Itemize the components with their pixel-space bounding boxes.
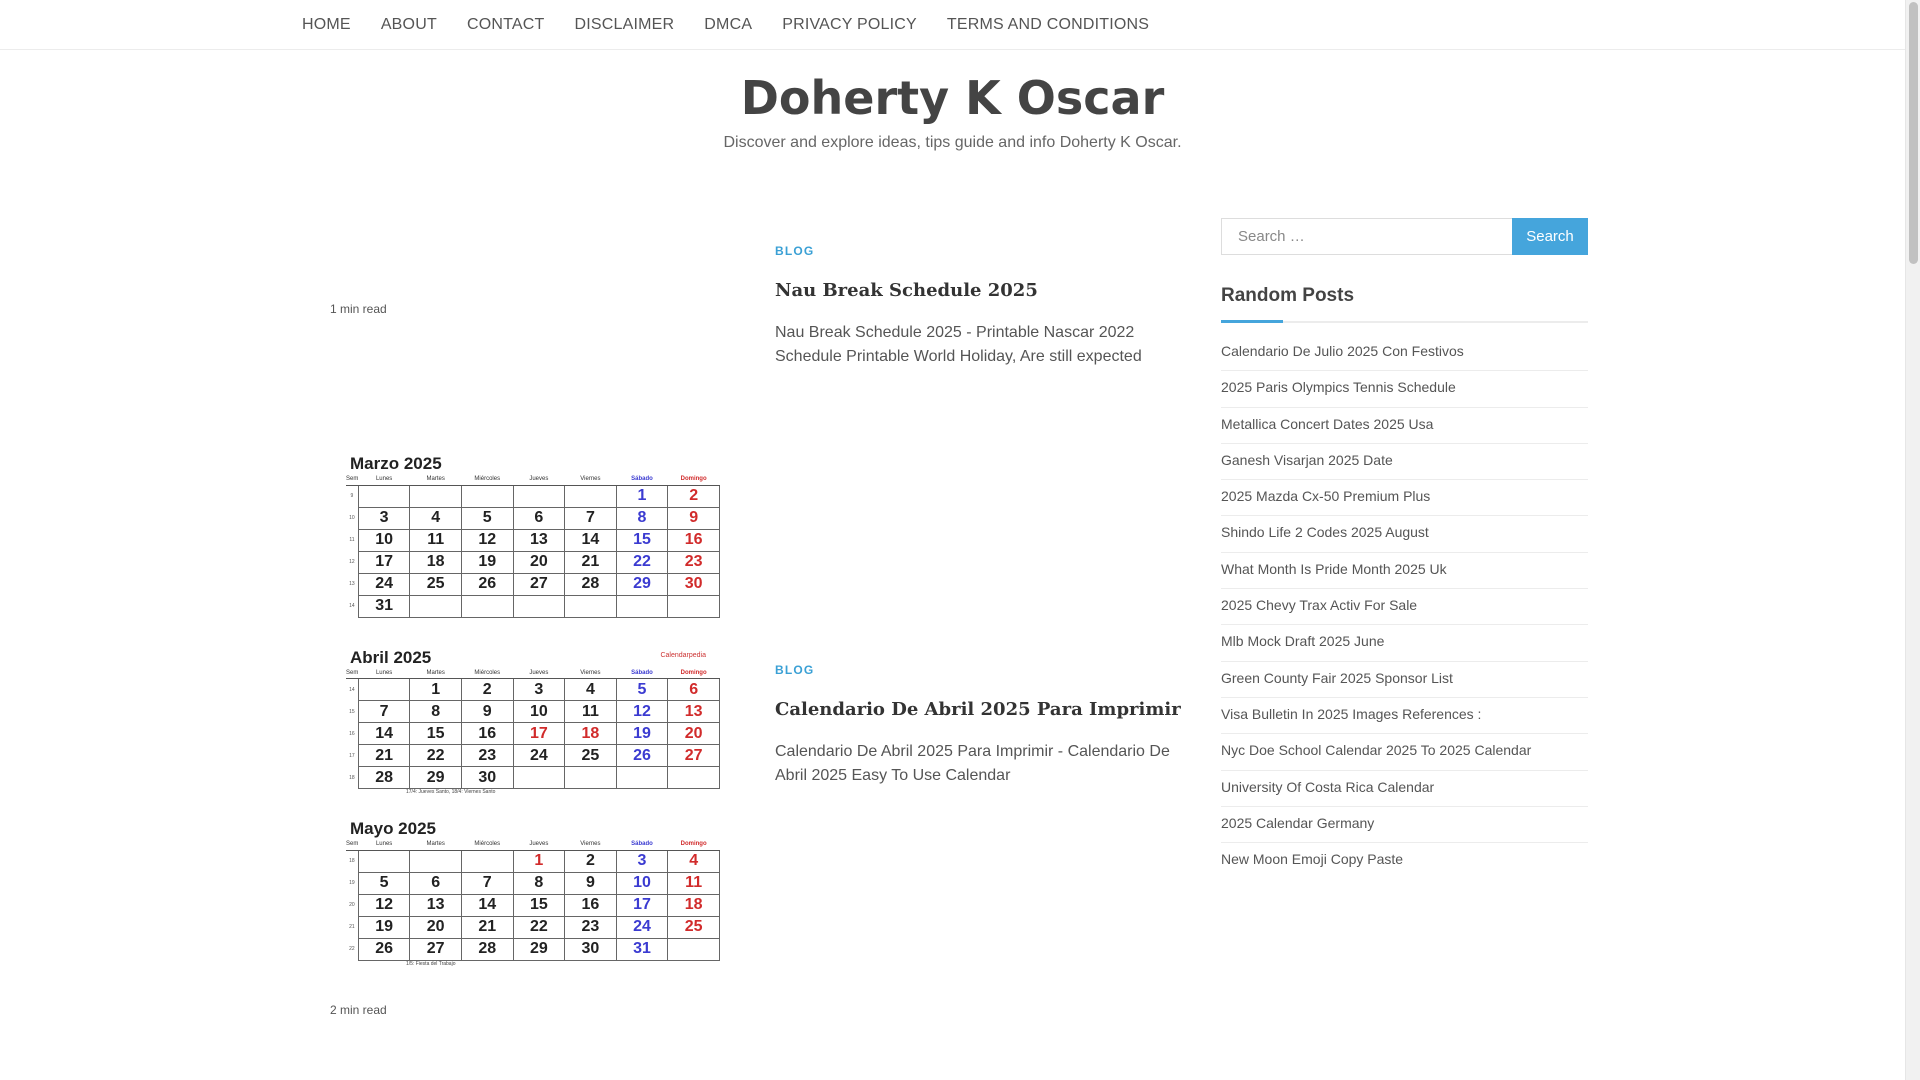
random-posts-list (1221, 335, 1588, 879)
week-number: 14 (346, 679, 358, 701)
calendar-day (358, 679, 410, 701)
calendar-month-title: Mayo 2025 (350, 819, 436, 838)
calendar-day (668, 767, 720, 789)
random-post-link[interactable]: Metallica Concert Dates 2025 Usa (1221, 408, 1588, 444)
site-header (0, 60, 1905, 152)
calendar-day: 13 (513, 529, 565, 551)
calendar-month (336, 454, 720, 626)
weekday-header: Lunes (358, 474, 410, 485)
calendar-day (668, 595, 720, 617)
weekday-header: Domingo (668, 474, 720, 485)
random-post-link[interactable]: Ganesh Visarjan 2025 Date (1221, 444, 1588, 480)
nav-home[interactable]: HOME (302, 16, 351, 33)
calendar-day: 14 (461, 894, 513, 916)
calendar-day: 18 (668, 894, 720, 916)
calendar-day: 11 (668, 872, 720, 894)
post-excerpt: Nau Break Schedule 2025 - Printable Nascar 2022 Schedule Printable World Holiday, Are still expected (775, 324, 1142, 365)
week-number: 11 (346, 529, 358, 551)
nav-privacy-policy[interactable]: PRIVACY POLICY (782, 16, 917, 33)
calendar-day: 10 (616, 872, 668, 894)
calendar-day: 10 (513, 701, 565, 723)
calendar-day: 29 (410, 767, 462, 789)
weekday-header: Jueves (513, 839, 565, 850)
calendar-day: 14 (565, 529, 617, 551)
calendar-day: 30 (461, 767, 513, 789)
calendar-day: 5 (358, 872, 410, 894)
calendar-brand-logo: Calendarpedia (660, 651, 706, 659)
calendar-day: 24 (513, 745, 565, 767)
weekday-header: Lunes (358, 668, 410, 679)
calendar-day: 5 (461, 507, 513, 529)
calendar-day: 16 (668, 529, 720, 551)
random-post-link[interactable]: Visa Bulletin In 2025 Images References : (1221, 698, 1588, 734)
weekday-header: Miércoles (461, 668, 513, 679)
weekday-header: Domingo (668, 668, 720, 679)
calendar-day: 26 (358, 938, 410, 960)
search-form (1221, 218, 1588, 255)
calendar-day (565, 485, 617, 507)
calendar-day: 10 (358, 529, 410, 551)
weekday-header: Viernes (565, 668, 617, 679)
calendar-day: 27 (513, 573, 565, 595)
calendar-day: 4 (565, 679, 617, 701)
calendar-day: 9 (461, 701, 513, 723)
calendar-day (461, 850, 513, 872)
calendar-day: 28 (461, 938, 513, 960)
calendar-day: 24 (358, 573, 410, 595)
week-number: 15 (346, 701, 358, 723)
post-body (775, 450, 1195, 788)
post-title[interactable]: Calendario De Abril 2025 Para Imprimir (775, 699, 1181, 720)
calendar-day: 17 (513, 723, 565, 745)
calendar-day: 25 (668, 916, 720, 938)
post-category[interactable]: BLOG (775, 663, 815, 677)
nav-about[interactable]: ABOUT (380, 16, 437, 33)
calendar-day: 27 (410, 938, 462, 960)
calendar-holiday-note: 1/5: Fiesta del Trabajo (406, 960, 456, 967)
random-post-link[interactable]: 2025 Calendar Germany (1221, 807, 1588, 843)
post-card (322, 218, 1182, 418)
calendar-day: 20 (668, 723, 720, 745)
calendar-day: 8 (513, 872, 565, 894)
random-post-link[interactable]: Nyc Doe School Calendar 2025 To 2025 Calendar (1221, 734, 1588, 770)
calendar-day: 17 (358, 551, 410, 573)
weekday-header: Lunes (358, 839, 410, 850)
calendar-day (410, 850, 462, 872)
weekday-header: Martes (410, 839, 462, 850)
nav-dmca[interactable]: DMCA (704, 16, 753, 33)
calendar-day: 1 (513, 850, 565, 872)
calendar-day: 28 (358, 767, 410, 789)
sidebar (1221, 218, 1588, 879)
weekday-header: Martes (410, 668, 462, 679)
calendar-day: 21 (461, 916, 513, 938)
scrollbar-thumb[interactable] (1909, 2, 1918, 264)
calendar-day: 26 (461, 573, 513, 595)
calendar-day: 23 (565, 916, 617, 938)
calendar-day: 18 (410, 551, 462, 573)
calendar-day: 27 (668, 745, 720, 767)
nav-menu (302, 0, 1179, 50)
post-category[interactable]: BLOG (775, 244, 815, 258)
calendar-day (461, 595, 513, 617)
calendar-day (358, 485, 410, 507)
random-post-link[interactable]: New Moon Emoji Copy Paste (1221, 851, 1404, 868)
calendar-day: 2 (565, 850, 617, 872)
calendar-day: 12 (461, 529, 513, 551)
search-button[interactable]: Search (1512, 218, 1588, 255)
weekday-header: Miércoles (461, 474, 513, 485)
calendar-day (410, 485, 462, 507)
calendar-day: 6 (513, 507, 565, 529)
calendar-day: 15 (513, 894, 565, 916)
calendar-day: 22 (616, 551, 668, 573)
widget-accent-bar (1221, 320, 1283, 323)
weekday-header: Jueves (513, 474, 565, 485)
calendar-holiday-note: 17/4: Jueves Santo, 18/4: Viernes Santo (406, 789, 496, 795)
calendar-day (668, 938, 720, 960)
page-scrollbar[interactable] (1905, 0, 1920, 1080)
week-number: 18 (346, 850, 358, 872)
week-number: 18 (346, 767, 358, 789)
calendar-day: 19 (616, 723, 668, 745)
calendar-day: 21 (565, 551, 617, 573)
calendar-day: 4 (668, 850, 720, 872)
calendar-day: 11 (565, 701, 617, 723)
calendar-day: 12 (616, 701, 668, 723)
calendar-day: 12 (358, 894, 410, 916)
calendar-day: 19 (358, 916, 410, 938)
calendar-day: 17 (616, 894, 668, 916)
calendar-day: 18 (565, 723, 617, 745)
weekday-header: Domingo (668, 839, 720, 850)
weekday-header: Martes (410, 474, 462, 485)
weekday-header: Sábado (616, 839, 668, 850)
week-number: 12 (346, 551, 358, 573)
calendar-day: 31 (358, 595, 410, 617)
read-time: 1 min read (330, 302, 387, 316)
calendar-day: 4 (410, 507, 462, 529)
week-number: 17 (346, 745, 358, 767)
random-post-link[interactable]: What Month Is Pride Month 2025 Uk (1221, 553, 1588, 589)
calendar-day (513, 485, 565, 507)
calendar-day: 19 (461, 551, 513, 573)
week-number-header: Sem (346, 474, 358, 485)
calendar-grid (346, 474, 720, 618)
random-post-link[interactable]: 2025 Paris Olympics Tennis Schedule (1221, 371, 1588, 407)
calendar-day: 15 (410, 723, 462, 745)
calendar-day (513, 595, 565, 617)
site-description: Discover and explore ideas, tips guide and info Doherty K Oscar. (723, 134, 1182, 151)
calendar-day: 21 (358, 745, 410, 767)
calendar-day: 29 (513, 938, 565, 960)
post-card (322, 450, 1182, 1020)
week-number: 9 (346, 485, 358, 507)
post-body (775, 218, 1195, 369)
week-number: 20 (346, 894, 358, 916)
calendar-day: 23 (461, 745, 513, 767)
read-time: 2 min read (330, 1003, 387, 1017)
calendar-day (565, 595, 617, 617)
random-posts-title: Random Posts (1221, 285, 1355, 306)
nav-terms-and-conditions[interactable]: TERMS AND CONDITIONS (946, 16, 1150, 33)
random-post-link[interactable]: 2025 Chevy Trax Activ For Sale (1221, 589, 1588, 625)
calendar-thumbnail-image[interactable] (336, 454, 720, 991)
calendar-day: 2 (461, 679, 513, 701)
random-post-link[interactable]: Green County Fair 2025 Sponsor List (1221, 662, 1588, 698)
top-navigation (0, 0, 1905, 50)
widget-divider (1221, 321, 1588, 323)
calendar-day: 1 (616, 485, 668, 507)
calendar-day (410, 595, 462, 617)
calendar-day: 24 (616, 916, 668, 938)
calendar-day: 26 (616, 745, 668, 767)
calendar-day: 3 (616, 850, 668, 872)
calendar-day (513, 767, 565, 789)
calendar-day: 16 (565, 894, 617, 916)
calendar-day: 25 (410, 573, 462, 595)
calendar-day: 25 (565, 745, 617, 767)
calendar-day: 8 (616, 507, 668, 529)
random-post-link[interactable]: Calendario De Julio 2025 Con Festivos (1221, 335, 1588, 371)
nav-disclaimer[interactable]: DISCLAIMER (574, 16, 675, 33)
calendar-month-title: Abril 2025 (350, 647, 432, 667)
weekday-header: Sábado (616, 668, 668, 679)
calendar-day: 3 (358, 507, 410, 529)
calendar-day: 13 (668, 701, 720, 723)
calendar-month (336, 648, 720, 798)
calendar-day: 22 (410, 745, 462, 767)
calendar-day: 30 (668, 573, 720, 595)
calendar-day: 7 (358, 701, 410, 723)
calendar-day (461, 485, 513, 507)
weekday-header: Sábado (616, 474, 668, 485)
calendar-day: 8 (410, 701, 462, 723)
week-number-header: Sem (346, 839, 358, 850)
calendar-grid (346, 668, 720, 790)
week-number: 10 (346, 507, 358, 529)
week-number: 14 (346, 595, 358, 617)
calendar-day: 20 (513, 551, 565, 573)
calendar-month (336, 819, 720, 969)
weekday-header: Miércoles (461, 839, 513, 850)
weekday-header: Viernes (565, 839, 617, 850)
calendar-day: 5 (616, 679, 668, 701)
calendar-day: 9 (565, 872, 617, 894)
calendar-day: 28 (565, 573, 617, 595)
calendar-day: 2 (668, 485, 720, 507)
calendar-day: 7 (565, 507, 617, 529)
calendar-day: 13 (410, 894, 462, 916)
site-title[interactable]: Doherty K Oscar (740, 71, 1165, 125)
post-excerpt: Calendario De Abril 2025 Para Imprimir - Calendario De Abril 2025 Easy To Use Calendar (775, 743, 1170, 784)
week-number: 13 (346, 573, 358, 595)
calendar-day: 14 (358, 723, 410, 745)
week-number: 22 (346, 938, 358, 960)
calendar-day (358, 850, 410, 872)
calendar-day: 20 (410, 916, 462, 938)
calendar-day: 31 (616, 938, 668, 960)
weekday-header: Jueves (513, 668, 565, 679)
week-number: 16 (346, 723, 358, 745)
random-post-link[interactable]: Mlb Mock Draft 2025 June (1221, 625, 1588, 661)
calendar-day: 29 (616, 573, 668, 595)
calendar-day: 11 (410, 529, 462, 551)
week-number-header: Sem (346, 668, 358, 679)
nav-contact[interactable]: CONTACT (466, 16, 545, 33)
random-post-link[interactable]: Shindo Life 2 Codes 2025 August (1221, 516, 1588, 552)
post-title[interactable]: Nau Break Schedule 2025 (775, 280, 1038, 301)
week-number: 19 (346, 872, 358, 894)
calendar-day: 9 (668, 507, 720, 529)
calendar-day: 3 (513, 679, 565, 701)
calendar-day: 16 (461, 723, 513, 745)
calendar-day (616, 595, 668, 617)
calendar-day: 23 (668, 551, 720, 573)
calendar-grid (346, 839, 720, 961)
random-post-link[interactable]: 2025 Mazda Cx-50 Premium Plus (1221, 480, 1588, 516)
calendar-day: 6 (668, 679, 720, 701)
calendar-day (565, 767, 617, 789)
calendar-day: 7 (461, 872, 513, 894)
random-post-link[interactable]: University Of Costa Rica Calendar (1221, 771, 1588, 807)
search-input[interactable] (1221, 218, 1512, 255)
weekday-header: Viernes (565, 474, 617, 485)
calendar-day: 1 (410, 679, 462, 701)
calendar-day: 30 (565, 938, 617, 960)
calendar-day: 15 (616, 529, 668, 551)
calendar-day (616, 767, 668, 789)
calendar-day: 22 (513, 916, 565, 938)
calendar-day: 6 (410, 872, 462, 894)
calendar-holiday-note (336, 618, 720, 626)
week-number: 21 (346, 916, 358, 938)
calendar-month-title: Marzo 2025 (350, 454, 442, 473)
